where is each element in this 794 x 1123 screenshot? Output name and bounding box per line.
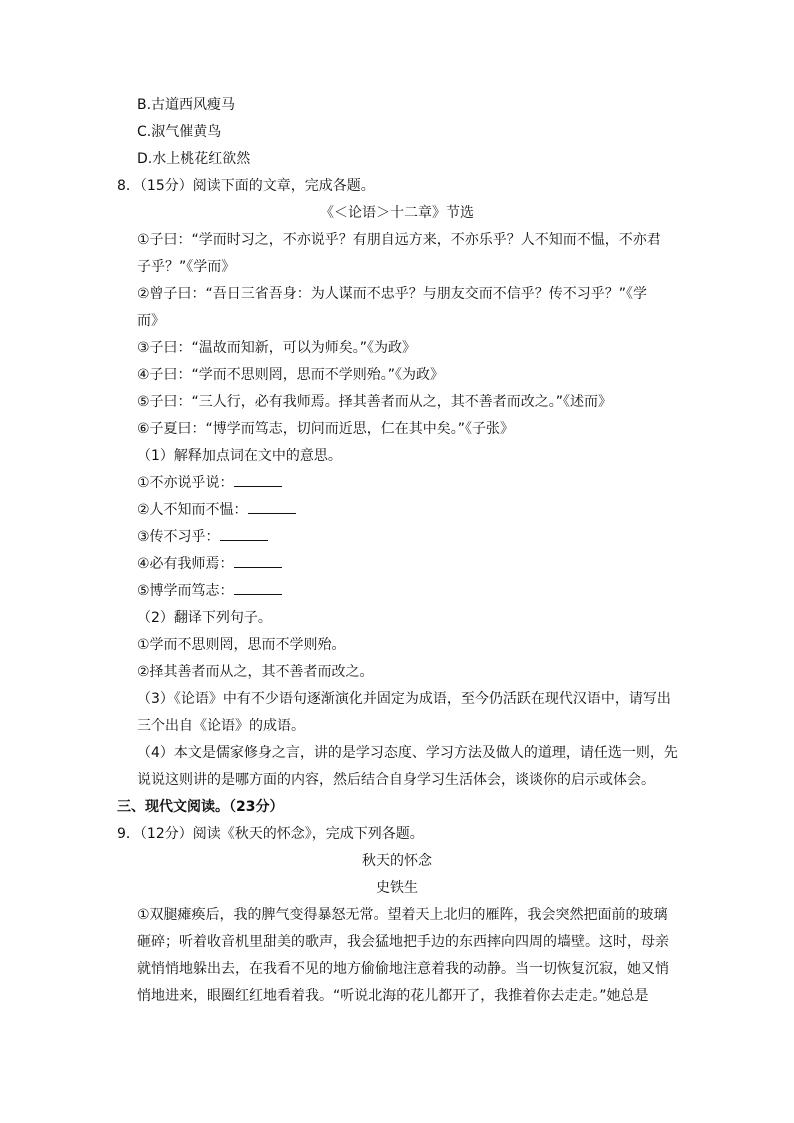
passage-line: ③子曰：“温故而知新，可以为师矣。”《为政》 bbox=[137, 340, 417, 356]
option-c: C.淑气催黄鸟 bbox=[137, 124, 222, 140]
subquestion-3-line: （3）《论语》中有不少语句逐渐演化并固定为成语，至今仍活跃在现代汉语中，请写出 bbox=[137, 691, 671, 707]
option-b: B.古道西风瘦马 bbox=[137, 97, 236, 113]
question-9-author: 史铁生 bbox=[376, 880, 418, 896]
subquestion-2-item: ①学而不思则罔，思而不学则殆。 bbox=[137, 637, 346, 653]
subquestion-1-item: ③传不习乎： bbox=[137, 528, 268, 546]
passage-line: 砸碎；听着收音机里甜美的歌声，我会猛地把手边的东西摔向四周的墙壁。这时，母亲 bbox=[137, 934, 669, 950]
passage-line: 而》 bbox=[137, 313, 165, 329]
answer-blank[interactable] bbox=[248, 501, 296, 514]
subquestion-3-line: 三个出自《论语》的成语。 bbox=[137, 718, 305, 734]
subquestion-1-item: ②人不知而不愠： bbox=[137, 501, 296, 519]
subquestion-1-title: （1）解释加点词在文中的意思。 bbox=[137, 448, 342, 464]
passage-line: 就悄悄地躲出去，在我看不见的地方偷偷地注意着我的动静。当一切恢复沉寂，她又悄 bbox=[137, 961, 669, 977]
subquestion-1-item: ①不亦说乎说： bbox=[137, 474, 282, 492]
question-8-title: 《＜论语＞十二章》节选 bbox=[320, 205, 474, 221]
answer-blank[interactable] bbox=[234, 582, 282, 595]
subquestion-1-item: ④必有我师焉： bbox=[137, 555, 282, 573]
passage-line: 悄地进来，眼圈红红地看着我。“听说北海的花儿都开了，我推着你去走走。”她总是 bbox=[137, 988, 649, 1004]
subquestion-4-line: （4）本文是儒家修身之言，讲的是学习态度、学习方法及做人的道理，请任选一则，先 bbox=[137, 745, 678, 761]
passage-line: ④子曰：“学而不思则罔，思而不学则殆。”《为政》 bbox=[137, 367, 445, 383]
passage-line: ①双腿瘫痪后，我的脾气变得暴怒无常。望着天上北归的雁阵，我会突然把面前的玻璃 bbox=[137, 907, 668, 923]
passage-line: ②曾子曰：“吾日三省吾身：为人谋而不忠乎？与朋友交而不信乎？传不习乎？”《学 bbox=[137, 286, 648, 302]
question-9-title: 秋天的怀念 bbox=[362, 853, 432, 869]
question-8-header: 8．（15分）阅读下面的文章，完成各题。 bbox=[117, 178, 375, 194]
subquestion-4-line: 说说这则讲的是哪方面的内容，然后结合自身学习生活体会，谈谈你的启示或体会。 bbox=[137, 772, 655, 788]
subquestion-2-item: ②择其善者而从之，其不善者而改之。 bbox=[137, 664, 374, 680]
subquestion-1-item: ⑤博学而笃志： bbox=[137, 582, 282, 600]
answer-blank[interactable] bbox=[234, 555, 282, 568]
option-d: D.水上桃花红欲然 bbox=[137, 151, 251, 167]
question-9-header: 9．（12分）阅读《秋天的怀念》，完成下列各题。 bbox=[117, 826, 424, 842]
passage-line: 子乎？”《学而》 bbox=[137, 259, 236, 275]
subquestion-2-title: （2）翻译下列句子。 bbox=[137, 610, 272, 626]
passage-line: ⑥子夏曰：“博学而笃志，切问而近思，仁在其中矣。”《子张》 bbox=[137, 421, 515, 437]
passage-line: ①子曰：“学而时习之，不亦说乎？有朋自远方来，不亦乐乎？人不知而不愠，不亦君 bbox=[137, 232, 661, 248]
answer-blank[interactable] bbox=[234, 474, 282, 487]
section-3-heading: 三、现代文阅读。（23分） bbox=[117, 799, 284, 815]
answer-blank[interactable] bbox=[220, 528, 268, 541]
passage-line: ⑤子曰：“三人行，必有我师焉。择其善者而从之，其不善者而改之。”《述而》 bbox=[137, 394, 613, 410]
